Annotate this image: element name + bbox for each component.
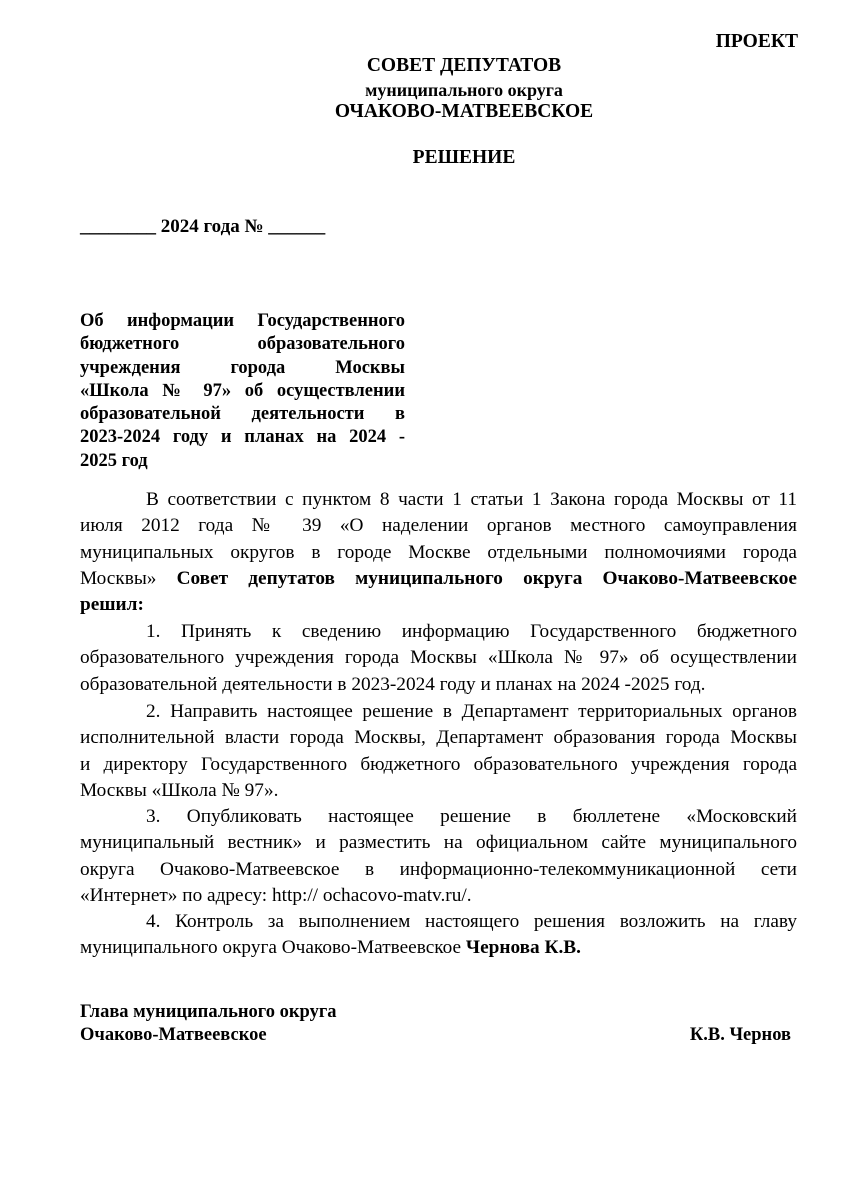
paragraph-line: образовательного учреждения города Москвы «Школа № 97» об осуществлении <box>80 647 797 669</box>
paragraph-line <box>80 935 797 961</box>
paragraph-line: июля 2012 года № 39 «О наделении органов местного самоуправления <box>80 515 797 537</box>
paragraph-line: образовательной деятельности в 2023-2024 году и планах на 2024 -2025 год. <box>80 673 706 695</box>
paragraph-line: В соответствии с пунктом 8 части 1 статьи 1 Закона города Москвы от 11 <box>146 489 797 510</box>
text-fragment: муниципального округа Очаково-Матвеевское <box>80 937 466 959</box>
paragraph-line: исполнительной власти города Москвы, Департамент образования города Москвы <box>80 727 797 749</box>
paragraph-line <box>80 566 797 592</box>
subject-line: образовательной деятельности в <box>80 404 405 425</box>
paragraph-line: муниципальный вестник» и разместить на официальном сайте муниципального <box>80 832 797 854</box>
district-label: муниципального округа <box>365 80 563 100</box>
council-title: СОВЕТ ДЕПУТАТОВ <box>366 55 562 76</box>
document-type: РЕШЕНИЕ <box>412 147 516 168</box>
signatory-title-line-2: Очаково-Матвеевское <box>80 1025 267 1045</box>
decision-item-4 <box>80 909 797 962</box>
date-number-line: ________ 2024 года № ______ <box>80 216 326 237</box>
paragraph-line: 3. Опубликовать настоящее решение в бюллетене «Московский <box>146 806 797 827</box>
responsible-person: Чернова К.В. <box>465 937 581 959</box>
subject-line: Об информации Государственного <box>80 311 405 331</box>
council-decided-text: Совет депутатов муниципального округа Очаково-Матвеевское <box>176 567 797 589</box>
decision-subject <box>80 310 405 473</box>
paragraph-line: и директору Государственного бюджетного образовательного учреждения города <box>80 753 797 775</box>
subject-line: «Школа № 97» об осуществлении <box>80 380 405 401</box>
paragraph-line: Москвы «Школа № 97». <box>80 779 279 801</box>
paragraph-line: 4. Контроль за выполнением настоящего решения возложить на главу <box>146 911 797 932</box>
signatory-title-line-1: Глава муниципального округа <box>80 1002 337 1022</box>
decision-item-2 <box>80 699 797 804</box>
subject-line: 2025 год <box>80 450 148 471</box>
district-name: ОЧАКОВО-МАТВЕЕВСКОЕ <box>334 101 594 122</box>
paragraph-line: муниципальных округов в городе Москве отдельными полномочиями города <box>80 541 797 563</box>
decision-item-1 <box>80 619 797 698</box>
preamble-paragraph <box>80 487 797 618</box>
paragraph-line: округа Очаково-Матвеевское в информационно-телекоммуникационной сети <box>80 858 797 880</box>
resolved-text: решил: <box>80 594 144 616</box>
text-fragment: Москвы» <box>80 567 177 589</box>
signatory-name: К.В. Чернов <box>689 1025 791 1045</box>
paragraph-line: «Интернет» по адресу: http:// ochacovo-matv.ru/. <box>80 884 472 906</box>
paragraph-line: 2. Направить настоящее решение в Департамент территориальных органов <box>146 701 797 722</box>
subject-line: 2023-2024 году и планах на 2024 - <box>80 427 405 448</box>
subject-line: учреждения города Москвы <box>80 357 405 378</box>
subject-line: бюджетного образовательного <box>80 334 405 355</box>
paragraph-line: 1. Принять к сведению информацию Государственного бюджетного <box>146 621 797 642</box>
decision-item-3 <box>80 804 797 909</box>
draft-mark: ПРОЕКТ <box>715 31 798 52</box>
